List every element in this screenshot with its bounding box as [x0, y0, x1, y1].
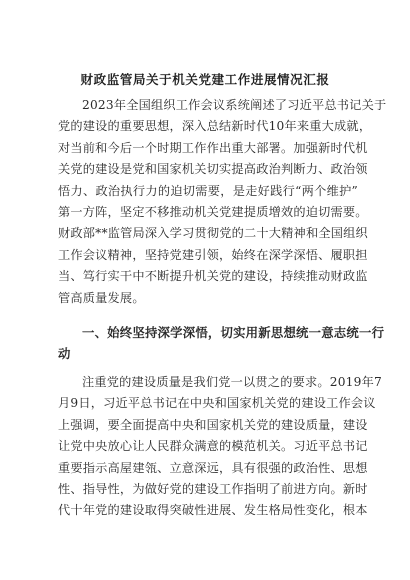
text-line: 当、笃行实干中不断提升机关党的建设，持续推动财政监 [58, 269, 368, 284]
text-line: 注重党的建设质量是我们党一以贯之的要求。2019年7 [82, 375, 382, 389]
text-line: 对当前和今后一个时期工作作出重大部署。加强新时代机 [58, 140, 368, 155]
text-line: 财政部**监管局深入学习贯彻党的二十大精神和全国组织 [58, 226, 368, 241]
text-line: 性、指导性，为做好党的建设工作指明了前进方向。新时 [58, 481, 368, 496]
text-line: 让党中央放心让人民群众满意的模范机关。习近平总书记 [58, 439, 368, 454]
text-line: 关党的建设是党和国家机关切实提高政治判断力、政治领 [58, 162, 368, 177]
heading-line: 动 [58, 346, 71, 362]
text-line: 第一方阵，坚定不移推动机关党建提质增效的迫切需要。 [58, 204, 368, 219]
section-heading [58, 322, 385, 365]
text-line: 管高质量发展。 [58, 290, 145, 305]
section-paragraph [58, 372, 382, 522]
text-line: 2023年全国组织工作会议系统阐述了习近平总书记关于 [82, 98, 387, 112]
text-line: 月9日，习近平总书记在中央和国家机关党的建设工作会议 [58, 396, 376, 411]
document-title: 财政监管局关于机关党建工作进展情况汇报 [80, 72, 330, 87]
text-line: 上强调，要全面提高中央和国家机关党的建设质量，建设 [58, 417, 368, 432]
text-line: 悟力、政治执行力的迫切需要，是走好践行“两个维护” [58, 183, 358, 198]
heading-line: 一、始终坚持深学深悟，切实用新思想统一意志统一行 [82, 325, 385, 340]
intro-paragraph [58, 95, 387, 309]
text-line: 党的建设的重要思想，深入总结新时代10年来重大成就， [58, 119, 372, 134]
text-line: 工作会议精神，坚持党建引领，始终在深学深悟、履职担 [58, 247, 368, 262]
text-line: 重要指示高屋建瓴、立意深远，具有很强的政治性、思想 [58, 460, 368, 475]
text-line: 代十年党的建设取得突破性进展、发生格局性变化，根本 [58, 503, 368, 518]
